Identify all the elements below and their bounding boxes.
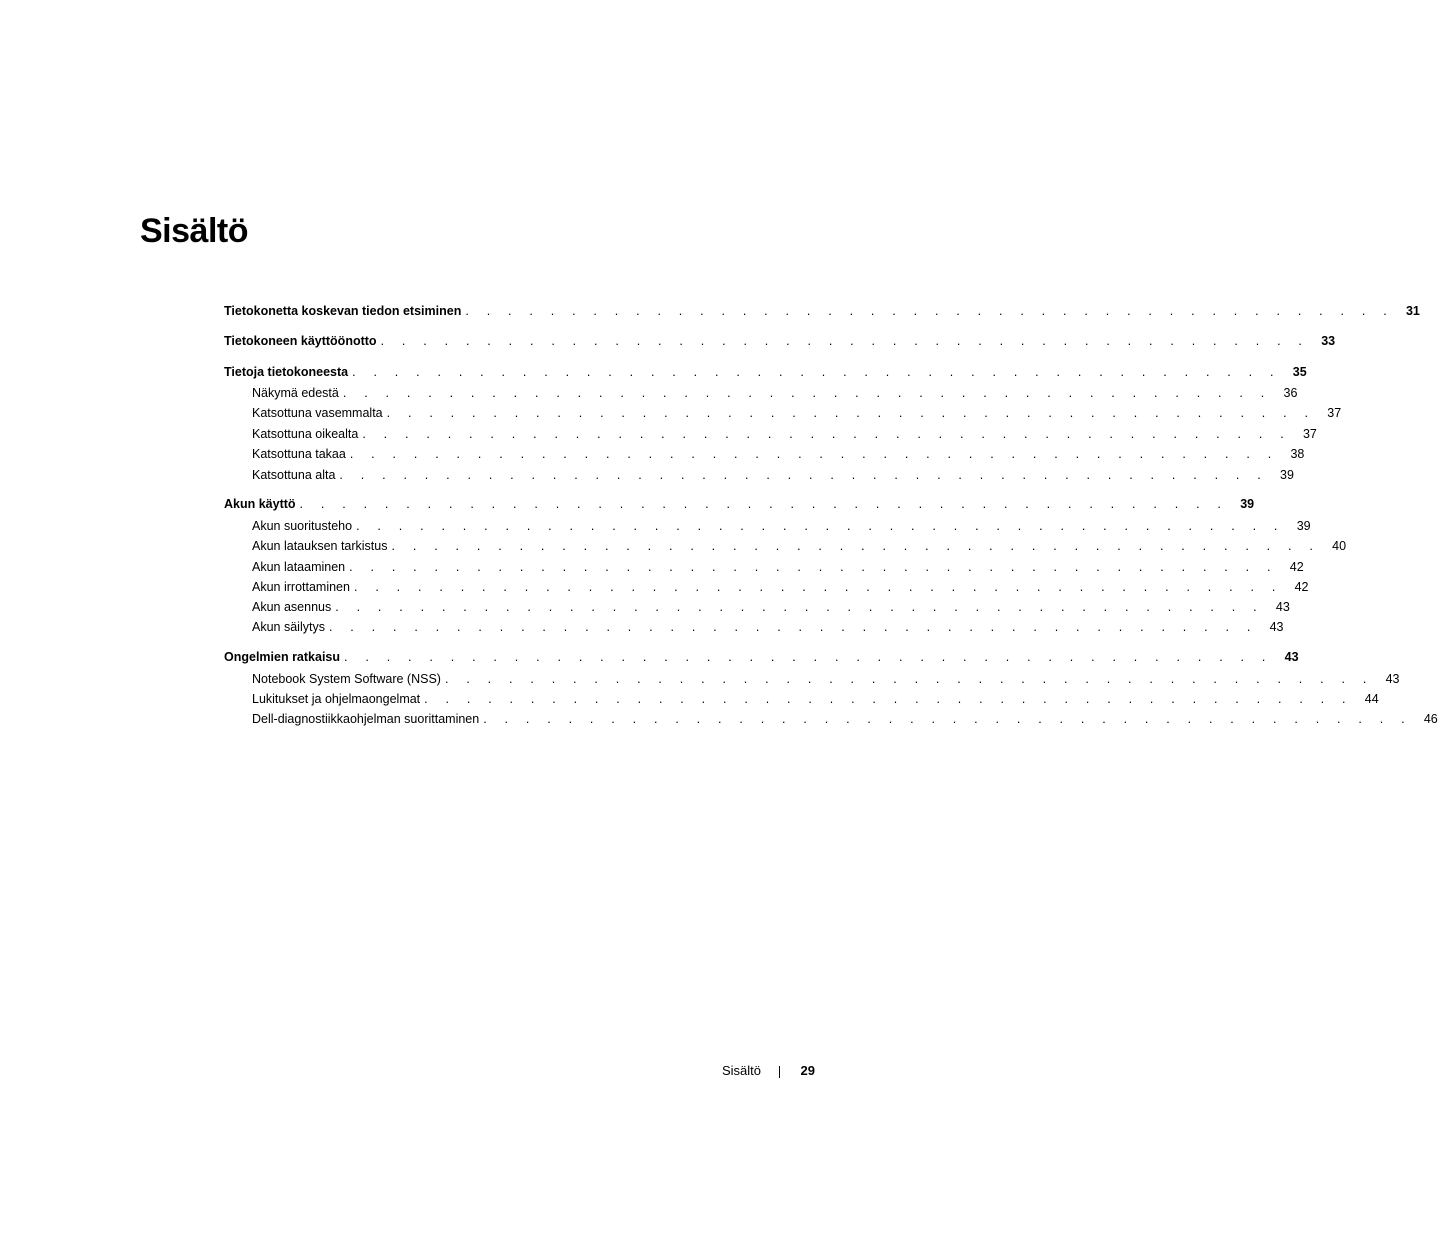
toc-subentry[interactable] <box>252 710 1438 728</box>
toc-subentry[interactable] <box>252 384 1298 402</box>
toc-entry-page: 43 <box>1275 600 1290 614</box>
toc-dot-leader: . . . . . . . . . . . . . . . . . . . . . . . . . . . . . . . . . . . . . . . . . . . . <box>335 600 1264 614</box>
toc-dot-leader: . . . . . . . . . . . . . . . . . . . . . . . . . . . . . . . . . . . . . . . . . . . . <box>391 539 1321 553</box>
page-footer <box>700 1061 815 1081</box>
toc-subentry[interactable] <box>252 404 1342 422</box>
toc-entry-page: 35 <box>1292 365 1307 379</box>
toc-subentry[interactable] <box>252 578 1309 596</box>
toc-entry-page: 37 <box>1302 427 1317 441</box>
toc-entry-page: 37 <box>1327 406 1342 420</box>
toc-entry-label: Ongelmien ratkaisu <box>224 650 341 664</box>
toc-entry-page: 36 <box>1283 386 1298 400</box>
toc-entry-page: 46 <box>1423 712 1438 726</box>
toc-entry-page: 43 <box>1284 650 1299 664</box>
toc-entry-page: 40 <box>1332 539 1347 553</box>
toc-entry-label: Akun lataaminen <box>252 560 346 574</box>
toc-dot-leader: . . . . . . . . . . . . . . . . . . . . . . . . . . . . . . . . . . . . . . . . . . . . <box>386 406 1316 420</box>
toc-entry-label: Akun säilytys <box>252 620 325 634</box>
toc-dot-leader: . . . . . . . . . . . . . . . . . . . . . . . . . . . . . . . . . . . . . . . . . . . . <box>380 334 1310 348</box>
toc-entry[interactable] <box>224 495 1255 513</box>
toc-entry-label: Katsottuna takaa <box>252 447 346 461</box>
toc-entry-label: Dell-diagnostiikkaohjelman suorittaminen <box>252 712 480 726</box>
toc-entry[interactable] <box>224 332 1336 350</box>
toc-entry-page: 43 <box>1269 620 1284 634</box>
footer-page-number: 29 <box>800 1063 815 1078</box>
toc-dot-leader: . . . . . . . . . . . . . . . . . . . . . . . . . . . . . . . . . . . . . . . . . . . . <box>349 560 1278 574</box>
toc-entry-label: Tietokonetta koskevan tiedon etsiminen <box>224 304 462 318</box>
toc-entry-page: 33 <box>1321 334 1336 348</box>
toc-dot-leader: . . . . . . . . . . . . . . . . . . . . . . . . . . . . . . . . . . . . . . . . . . . . <box>352 365 1281 379</box>
toc-dot-leader: . . . . . . . . . . . . . . . . . . . . . . . . . . . . . . . . . . . . . . . . . . . . <box>299 497 1229 511</box>
toc-subentry[interactable] <box>252 670 1400 688</box>
toc-entry-page: 31 <box>1405 304 1420 318</box>
toc-subentry[interactable] <box>252 537 1347 555</box>
toc-dot-leader: . . . . . . . . . . . . . . . . . . . . . . . . . . . . . . . . . . . . . . . . . . . . <box>339 468 1268 482</box>
toc-entry-page: 38 <box>1290 447 1305 461</box>
toc-dot-leader: . . . . . . . . . . . . . . . . . . . . . . . . . . . . . . . . . . . . . . . . . . . . <box>356 519 1285 533</box>
toc-entry-label: Katsottuna vasemmalta <box>252 406 383 420</box>
toc-dot-leader: . . . . . . . . . . . . . . . . . . . . . . . . . . . . . . . . . . . . . . . . . . . . <box>342 386 1272 400</box>
toc-entry[interactable] <box>224 648 1299 666</box>
toc-dot-leader: . . . . . . . . . . . . . . . . . . . . . . . . . . . . . . . . . . . . . . . . . . . . <box>328 620 1258 634</box>
toc-entry-label: Tietokoneen käyttöönotto <box>224 334 377 348</box>
toc-entry-label: Akun asennus <box>252 600 332 614</box>
toc-dot-leader: . . . . . . . . . . . . . . . . . . . . . . . . . . . . . . . . . . . . . . . . . . . . <box>483 712 1412 726</box>
toc-entry-page: 39 <box>1280 468 1294 482</box>
toc-dot-leader: . . . . . . . . . . . . . . . . . . . . . . . . . . . . . . . . . . . . . . . . . . . . <box>465 304 1394 318</box>
toc-dot-leader: . . . . . . . . . . . . . . . . . . . . . . . . . . . . . . . . . . . . . . . . . . . . <box>444 672 1374 686</box>
toc-entry-label: Akun latauksen tarkistus <box>252 539 388 553</box>
toc-entry-page: 39 <box>1296 519 1311 533</box>
toc-entry-page: 42 <box>1289 560 1304 574</box>
toc-entry-label: Akun irrottaminen <box>252 580 350 594</box>
toc-subentry[interactable] <box>252 425 1317 443</box>
footer-section-label: Sisältö <box>722 1063 762 1078</box>
toc-dot-leader: . . . . . . . . . . . . . . . . . . . . . . . . . . . . . . . . . . . . . . . . . . . . <box>424 692 1353 706</box>
footer-divider <box>779 1066 780 1078</box>
toc-dot-leader: . . . . . . . . . . . . . . . . . . . . . . . . . . . . . . . . . . . . . . . . . . . . <box>344 650 1273 664</box>
toc-subentry[interactable] <box>252 445 1305 463</box>
toc-entry-label: Lukitukset ja ohjelmaongelmat <box>252 692 421 706</box>
toc-entry-label: Näkymä edestä <box>252 386 339 400</box>
toc-dot-leader: . . . . . . . . . . . . . . . . . . . . . . . . . . . . . . . . . . . . . . . . . . . . <box>353 580 1283 594</box>
toc-subentry[interactable] <box>252 558 1304 576</box>
page-title: Sisältö <box>140 212 248 250</box>
toc-entry-page: 44 <box>1364 692 1379 706</box>
toc-entry-label: Akun käyttö <box>224 497 296 511</box>
toc-subentry[interactable] <box>252 466 1294 484</box>
toc-subentry[interactable] <box>252 618 1284 636</box>
toc-subentry[interactable] <box>252 690 1379 708</box>
toc-entry-page: 39 <box>1240 497 1255 511</box>
toc-entry-label: Notebook System Software (NSS) <box>252 672 441 686</box>
toc-entry[interactable] <box>224 363 1307 381</box>
toc-entry-label: Akun suoritusteho <box>252 519 353 533</box>
toc-subentry[interactable] <box>252 517 1311 535</box>
toc-entry-page: 42 <box>1294 580 1309 594</box>
toc-dot-leader: . . . . . . . . . . . . . . . . . . . . . . . . . . . . . . . . . . . . . . . . . . . . <box>349 447 1279 461</box>
toc-entry-label: Katsottuna alta <box>252 468 336 482</box>
toc-entry-label: Katsottuna oikealta <box>252 427 359 441</box>
toc-entry-label: Tietoja tietokoneesta <box>224 365 349 379</box>
toc-subentry[interactable] <box>252 598 1290 616</box>
toc-entry[interactable] <box>224 302 1420 320</box>
toc-entry-page: 43 <box>1385 672 1400 686</box>
toc-dot-leader: . . . . . . . . . . . . . . . . . . . . . . . . . . . . . . . . . . . . . . . . . . . . <box>362 427 1291 441</box>
